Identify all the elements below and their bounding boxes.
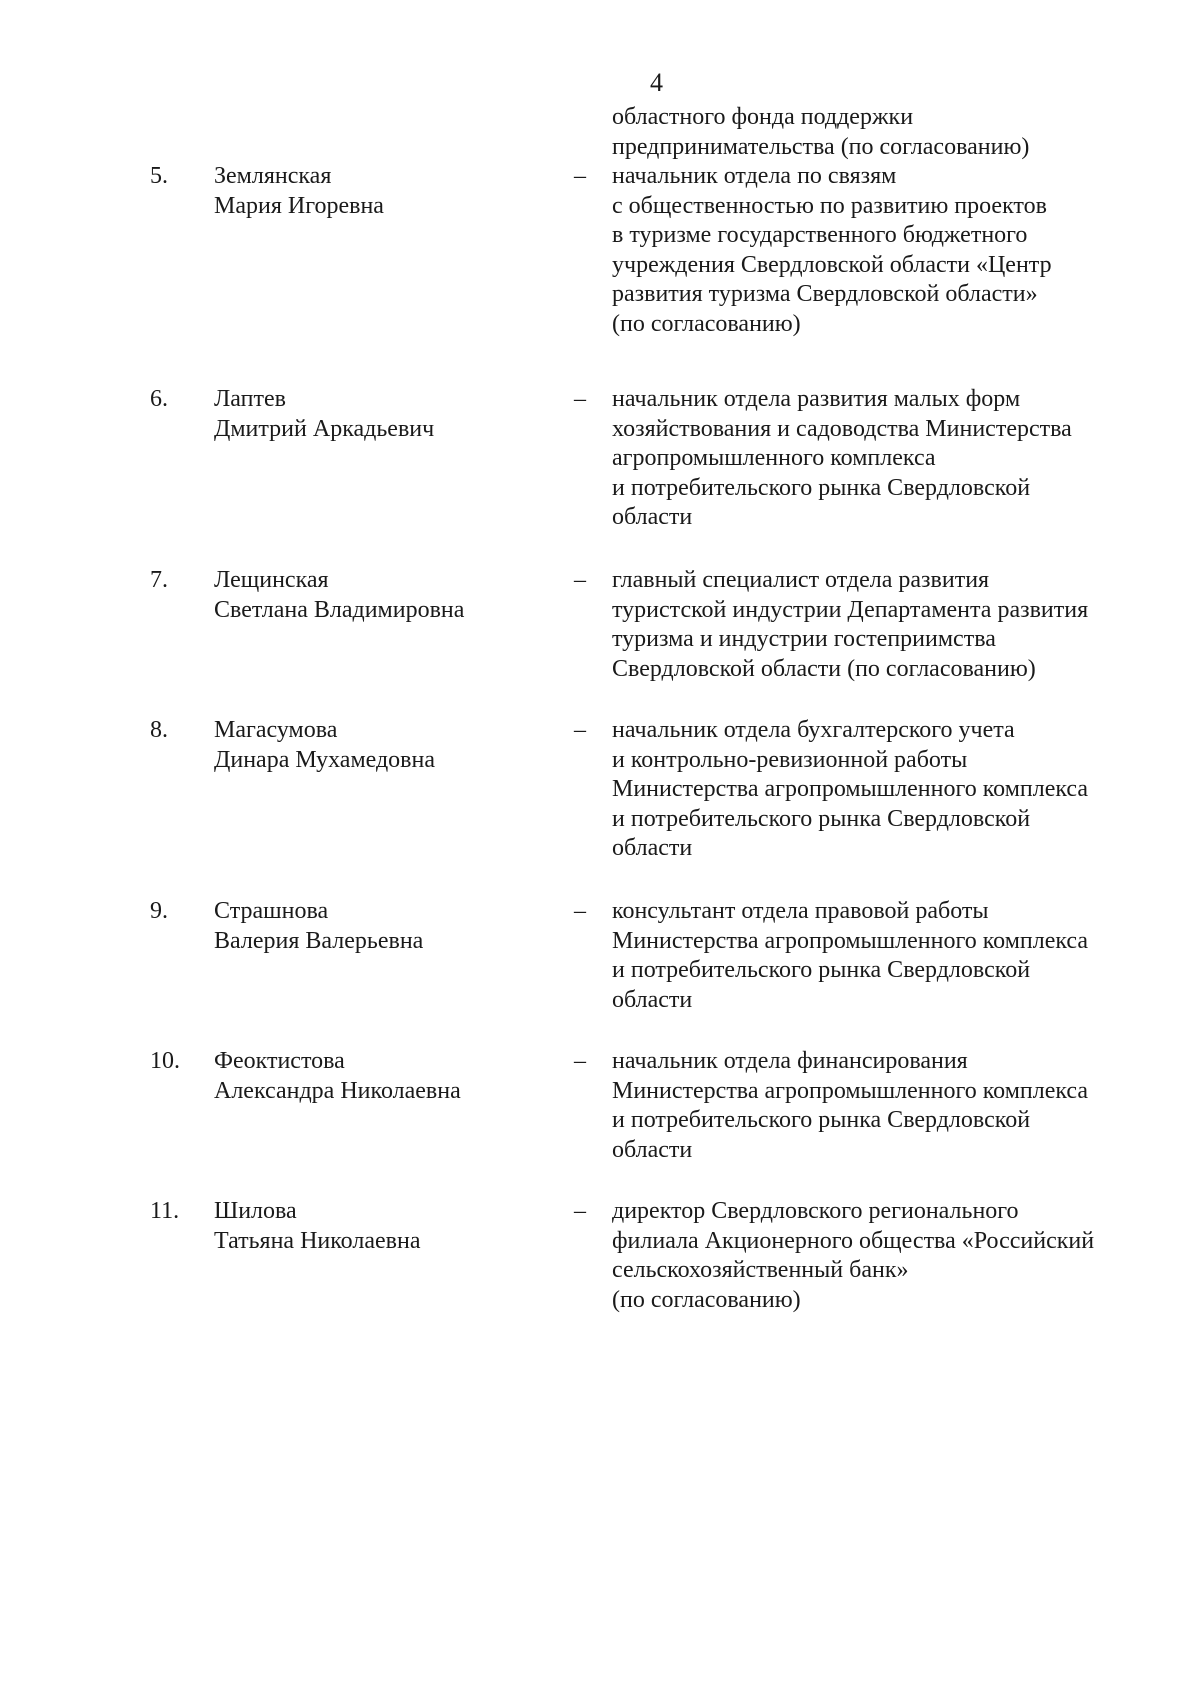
continuation-line: предпринимательства (по согласованию) <box>612 133 1030 160</box>
position-line: начальник отдела по связям <box>612 163 897 189</box>
position-line: начальник отдела финансирования <box>612 1048 968 1074</box>
position-line: в туризме государственного бюджетного <box>612 222 1028 248</box>
member-given-names: Мария Игоревна <box>214 192 384 219</box>
position-line: главный специалист отдела развития <box>612 567 990 593</box>
position-line: филиала Акционерного общества «Российский <box>612 1227 1095 1254</box>
member-surname: Феоктистова <box>214 1048 345 1074</box>
member-name <box>214 1197 544 1256</box>
member-surname: Страшнова <box>214 898 329 924</box>
member-name <box>214 1047 544 1106</box>
position-line: и потребительского рынка Свердловской <box>612 805 1031 832</box>
member-given-names: Валерия Валерьевна <box>214 927 424 954</box>
position-line: Министерства агропромышленного комплекса <box>612 927 1089 954</box>
position-line: области <box>612 1136 693 1163</box>
member-position <box>612 897 1152 1015</box>
position-line: и потребительского рынка Свердловской <box>612 1107 1031 1133</box>
dash-separator: – <box>574 163 586 189</box>
member-name <box>214 385 544 444</box>
dash-separator: – <box>574 386 586 412</box>
continuation-line: областного фонда поддержки <box>612 104 914 130</box>
position-line: туризма и индустрии гостеприимства <box>612 626 996 652</box>
member-surname: Шилова <box>214 1198 297 1224</box>
position-line: (по согласованию) <box>612 1286 801 1313</box>
member-surname: Магасумова <box>214 717 338 743</box>
position-line: Свердловской области (по согласованию) <box>612 655 1036 682</box>
member-name <box>214 566 544 625</box>
member-position <box>612 1047 1152 1165</box>
member-number: 10. <box>150 1048 180 1074</box>
member-position <box>612 162 1152 339</box>
member-given-names: Александра Николаевна <box>214 1077 461 1104</box>
member-position <box>612 1197 1152 1315</box>
member-surname: Землянская <box>214 163 332 189</box>
member-given-names: Светлана Владимировна <box>214 596 465 623</box>
position-line: и потребительского рынка Свердловской <box>612 474 1031 501</box>
position-line: Министерства агропромышленного комплекса <box>612 776 1089 802</box>
member-number: 7. <box>150 567 168 593</box>
position-line: начальник отдела развития малых форм <box>612 386 1021 412</box>
member-number: 11. <box>150 1198 180 1224</box>
member-surname: Лещинская <box>214 567 329 593</box>
page-number: 4 <box>650 68 663 97</box>
position-line: области <box>612 835 693 861</box>
dash-separator: – <box>574 898 586 924</box>
member-name <box>214 716 544 775</box>
member-number: 5. <box>150 163 168 189</box>
dash-separator: – <box>574 1198 586 1224</box>
position-line: агропромышленного комплекса <box>612 445 936 471</box>
dash-separator: – <box>574 717 586 743</box>
member-number: 8. <box>150 717 168 743</box>
position-line: и контрольно-ревизионной работы <box>612 746 968 773</box>
position-line: области <box>612 986 693 1013</box>
member-surname: Лаптев <box>214 386 286 412</box>
member-position <box>612 566 1152 684</box>
member-given-names: Динара Мухамедовна <box>214 746 436 773</box>
member-given-names: Дмитрий Аркадьевич <box>214 415 435 442</box>
member-given-names: Татьяна Николаевна <box>214 1227 421 1254</box>
position-line: начальник отдела бухгалтерского учета <box>612 717 1015 743</box>
member-position <box>612 385 1152 533</box>
member-number: 9. <box>150 898 168 924</box>
member-number: 6. <box>150 386 168 412</box>
position-line: развития туризма Свердловской области» <box>612 281 1038 307</box>
dash-separator: – <box>574 1048 586 1074</box>
position-line: области <box>612 504 693 530</box>
member-name <box>214 162 544 221</box>
position-line: консультант отдела правовой работы <box>612 898 989 924</box>
position-line: с общественностью по развитию проектов <box>612 192 1047 219</box>
position-line: и потребительского рынка Свердловской <box>612 957 1031 983</box>
position-line: (по согласованию) <box>612 310 801 337</box>
position-line: директор Свердловского регионального <box>612 1198 1019 1224</box>
position-line: сельскохозяйственный банк» <box>612 1257 909 1283</box>
dash-separator: – <box>574 567 586 593</box>
member-position <box>612 716 1152 864</box>
member-name <box>214 897 544 956</box>
position-line: туристской индустрии Департамента развития <box>612 596 1089 623</box>
position-line: хозяйствования и садоводства Министерства <box>612 415 1072 442</box>
position-line: Министерства агропромышленного комплекса <box>612 1077 1089 1104</box>
position-line: учреждения Свердловской области «Центр <box>612 251 1052 278</box>
